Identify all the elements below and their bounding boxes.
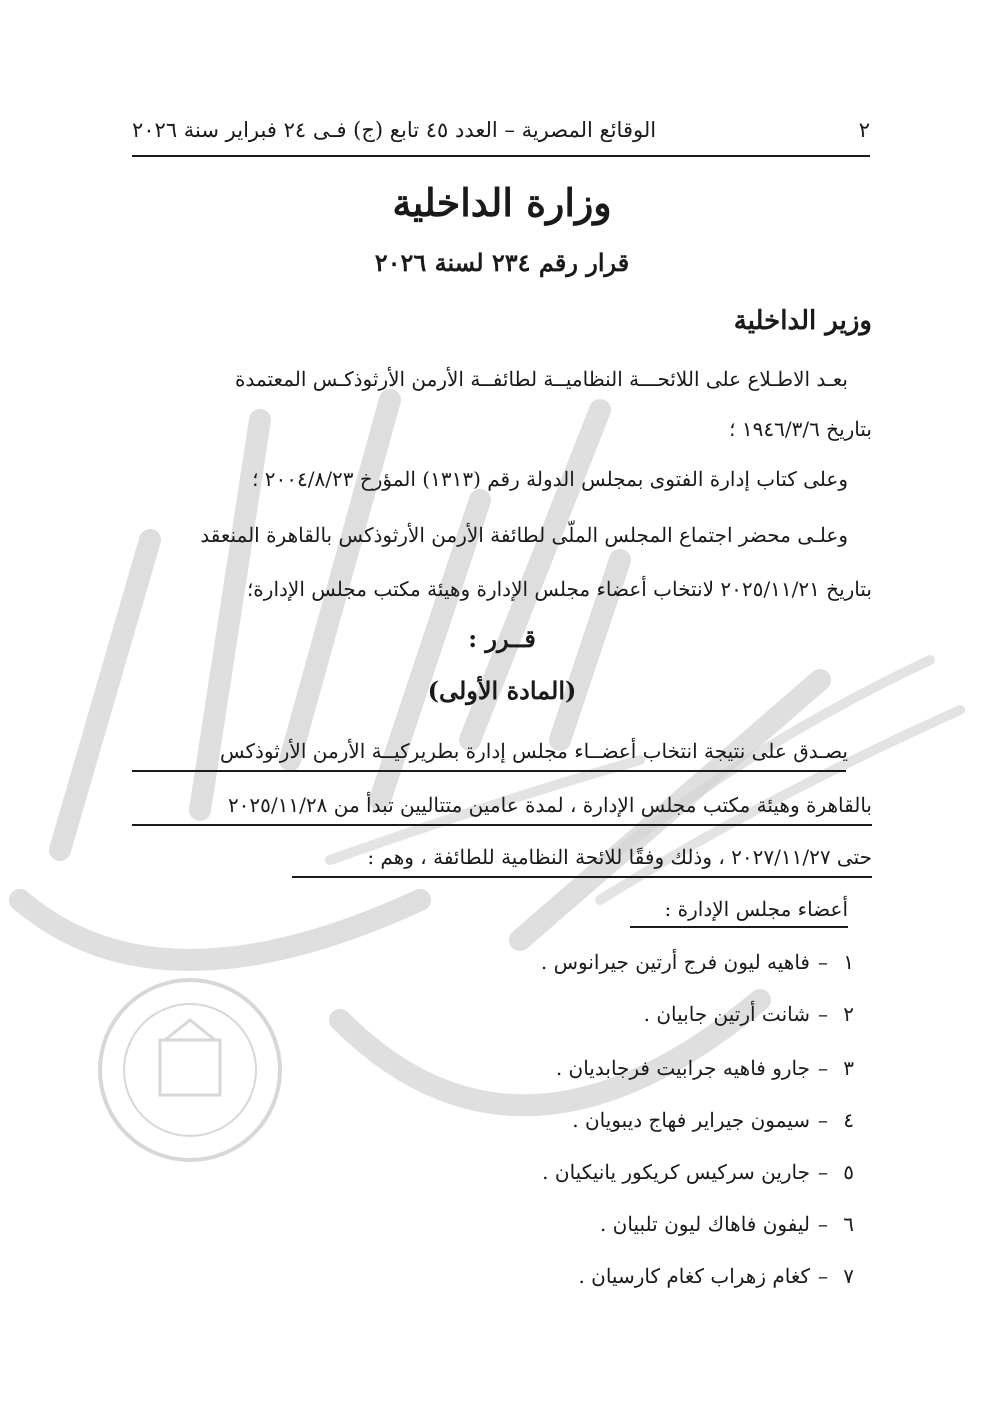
article-line: بالقاهرة وهيئة مكتب مجلس الإدارة ، لمدة عامين متتاليين تبدأ من ٢٠٢٥/١١/٢٨ [227, 793, 872, 817]
member-item: ٣–جارو فاهيه جرابيت فرجابديان . [555, 1056, 854, 1080]
preamble-line: بتاريخ ١٩٤٦/٣/٦ ؛ [729, 417, 872, 441]
preamble-line: وعلى كتاب إدارة الفتوى بمجلس الدولة رقم (١٣١٣) المؤرخ ٢٠٠٤/٨/٢٣ ؛ [252, 467, 848, 491]
member-item: ٧–كغام زهراب كغام كارسيان . [578, 1264, 854, 1288]
page-number: ٢ [858, 118, 870, 142]
member-number: ١ [843, 950, 854, 974]
ministry-title: وزارة الداخلية [392, 180, 612, 225]
header-divider [132, 155, 870, 157]
preamble-line: وعلـى محضر اجتماع المجلس الملّى لطائفة الأرمن الأرثوذكس بالقاهرة المنعقد [200, 523, 848, 547]
members-heading: أعضاء مجلس الإدارة : [664, 897, 848, 921]
member-item: ٥–جارين سركيس كريكور يانيكيان . [542, 1160, 854, 1184]
member-item: ١–فاهيه ليون فرج أرتين جيرانوس . [540, 950, 854, 974]
underline [132, 824, 872, 826]
article-title: (المادة الأولى) [427, 676, 577, 705]
preamble-line: بتاريخ ٢٠٢٥/١١/٢١ لانتخاب أعضاء مجلس الإدارة وهيئة مكتب مجلس الإدارة؛ [246, 577, 872, 601]
decree-title: قرار رقم ٢٣٤ لسنة ٢٠٢٦ [374, 248, 630, 277]
member-number: ٣ [843, 1056, 854, 1080]
member-number: ٤ [843, 1108, 854, 1132]
member-number: ٦ [843, 1212, 854, 1236]
member-name: جارين سركيس كريكور يانيكيان . [542, 1160, 810, 1184]
member-item: ٦–ليفون فاهاك ليون تلبيان . [599, 1212, 854, 1236]
member-name: جارو فاهيه جرابيت فرجابديان . [555, 1056, 810, 1080]
member-item: ٤–سيمون جيراير فهاج ديبويان . [572, 1108, 854, 1132]
member-number: ٢ [843, 1002, 854, 1026]
member-name: شانت أرتين جابيان . [643, 1002, 810, 1026]
decided-label: قــرر : [468, 624, 536, 653]
member-name: كغام زهراب كغام كارسيان . [578, 1264, 810, 1288]
member-name: سيمون جيراير فهاج ديبويان . [572, 1108, 810, 1132]
member-name: ليفون فاهاك ليون تلبيان . [599, 1212, 810, 1236]
member-number: ٧ [843, 1264, 854, 1288]
underline [630, 926, 848, 928]
member-number: ٥ [843, 1160, 854, 1184]
article-line: يصـدق على نتيجة انتخاب أعضــاء مجلس إدارة بطريركيــة الأرمن الأرثوذكس [219, 739, 848, 763]
underline [132, 770, 846, 772]
article-line: حتى ٢٠٢٧/١١/٢٧ ، وذلك وفقًا للائحة النظامية للطائفة ، وهم : [367, 845, 872, 869]
preamble-line: بعـد الاطـلاع على اللائحـــة النظاميــة لطائفــة الأرمن الأرثوذكـس المعتمدة [234, 367, 848, 391]
member-name: فاهيه ليون فرج أرتين جيرانوس . [540, 950, 810, 974]
running-header [132, 112, 870, 148]
minister-title: وزير الداخلية [733, 306, 872, 336]
member-item: ٢–شانت أرتين جابيان . [643, 1002, 854, 1026]
publication-info: الوقائع المصرية – العدد ٤٥ تابع (ج) فـى ٢٤ فبراير سنة ٢٠٢٦ [132, 118, 657, 142]
underline [292, 876, 872, 878]
